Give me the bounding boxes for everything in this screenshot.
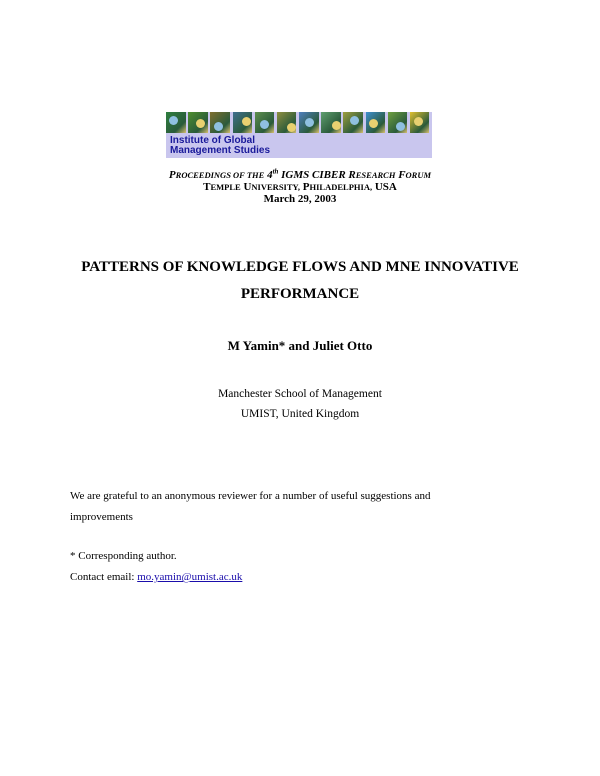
contact-email-label: Contact email: (70, 571, 138, 583)
authors: M Yamin* and Juliet Otto (227, 338, 373, 353)
logo-photo-tile (166, 112, 186, 133)
proceedings-rest: ROCEEDINGS OF THE (175, 169, 265, 180)
acknowledgement-line2: improvements (70, 511, 133, 523)
logo-photo-tile (410, 112, 430, 133)
logo-photo-tile (366, 112, 386, 133)
logo-photo-tile (210, 112, 230, 133)
forum-rest: ORUM (405, 169, 432, 180)
phil-rest: HILADELPHIA, (309, 182, 373, 192)
paper-title-line2: PERFORMANCE (240, 286, 360, 302)
phil-p: P (302, 181, 310, 193)
contact-email-link[interactable]: mo.yamin@umist.ac.uk (137, 571, 243, 583)
logo-photo-tile (343, 112, 363, 133)
paper-title-line1: PATTERNS OF KNOWLEDGE FLOWS AND MNE INNOVATIVE (81, 259, 519, 275)
univ-u: U (243, 181, 252, 193)
corresponding-author-note: * Corresponding author. (70, 550, 177, 562)
logo-photo-tile (233, 112, 253, 133)
logo-photo-strip (166, 112, 432, 133)
research-r: R (348, 168, 356, 181)
temple-rest: EMPLE (210, 182, 241, 192)
logo-text (170, 136, 270, 156)
logo-photo-tile (299, 112, 319, 133)
affiliation-line1: Manchester School of Management (218, 388, 382, 400)
logo-photo-tile (188, 112, 208, 133)
logo-photo-tile (277, 112, 297, 133)
conference-date: March 29, 2003 (263, 193, 337, 205)
ordinal-suffix: th (272, 167, 279, 175)
logo-photo-tile (388, 112, 408, 133)
igms-logo-banner (166, 112, 432, 158)
forum-f: F (398, 168, 406, 181)
logo-photo-tile (255, 112, 275, 133)
logo-text-line1: Institute of Global (170, 135, 255, 146)
temple-t: T (203, 181, 211, 193)
affiliation-line2: UMIST, United Kingdom (240, 408, 360, 420)
ordinal-number: 4 (267, 168, 273, 181)
usa: USA (374, 181, 397, 193)
acknowledgement-line1: We are grateful to an anonymous reviewer for a number of useful suggestions and (70, 490, 431, 502)
university-line (0, 181, 600, 193)
proceedings-line (0, 167, 600, 181)
contact-email-line (70, 571, 242, 583)
proceedings-p: P (168, 168, 176, 181)
logo-photo-tile (321, 112, 341, 133)
logo-text-line2: Management Studies (170, 145, 271, 156)
univ-rest: NIVERSITY, (251, 182, 301, 192)
igms-ciber: IGMS CIBER (281, 168, 346, 181)
research-rest: ESEARCH (355, 169, 396, 180)
